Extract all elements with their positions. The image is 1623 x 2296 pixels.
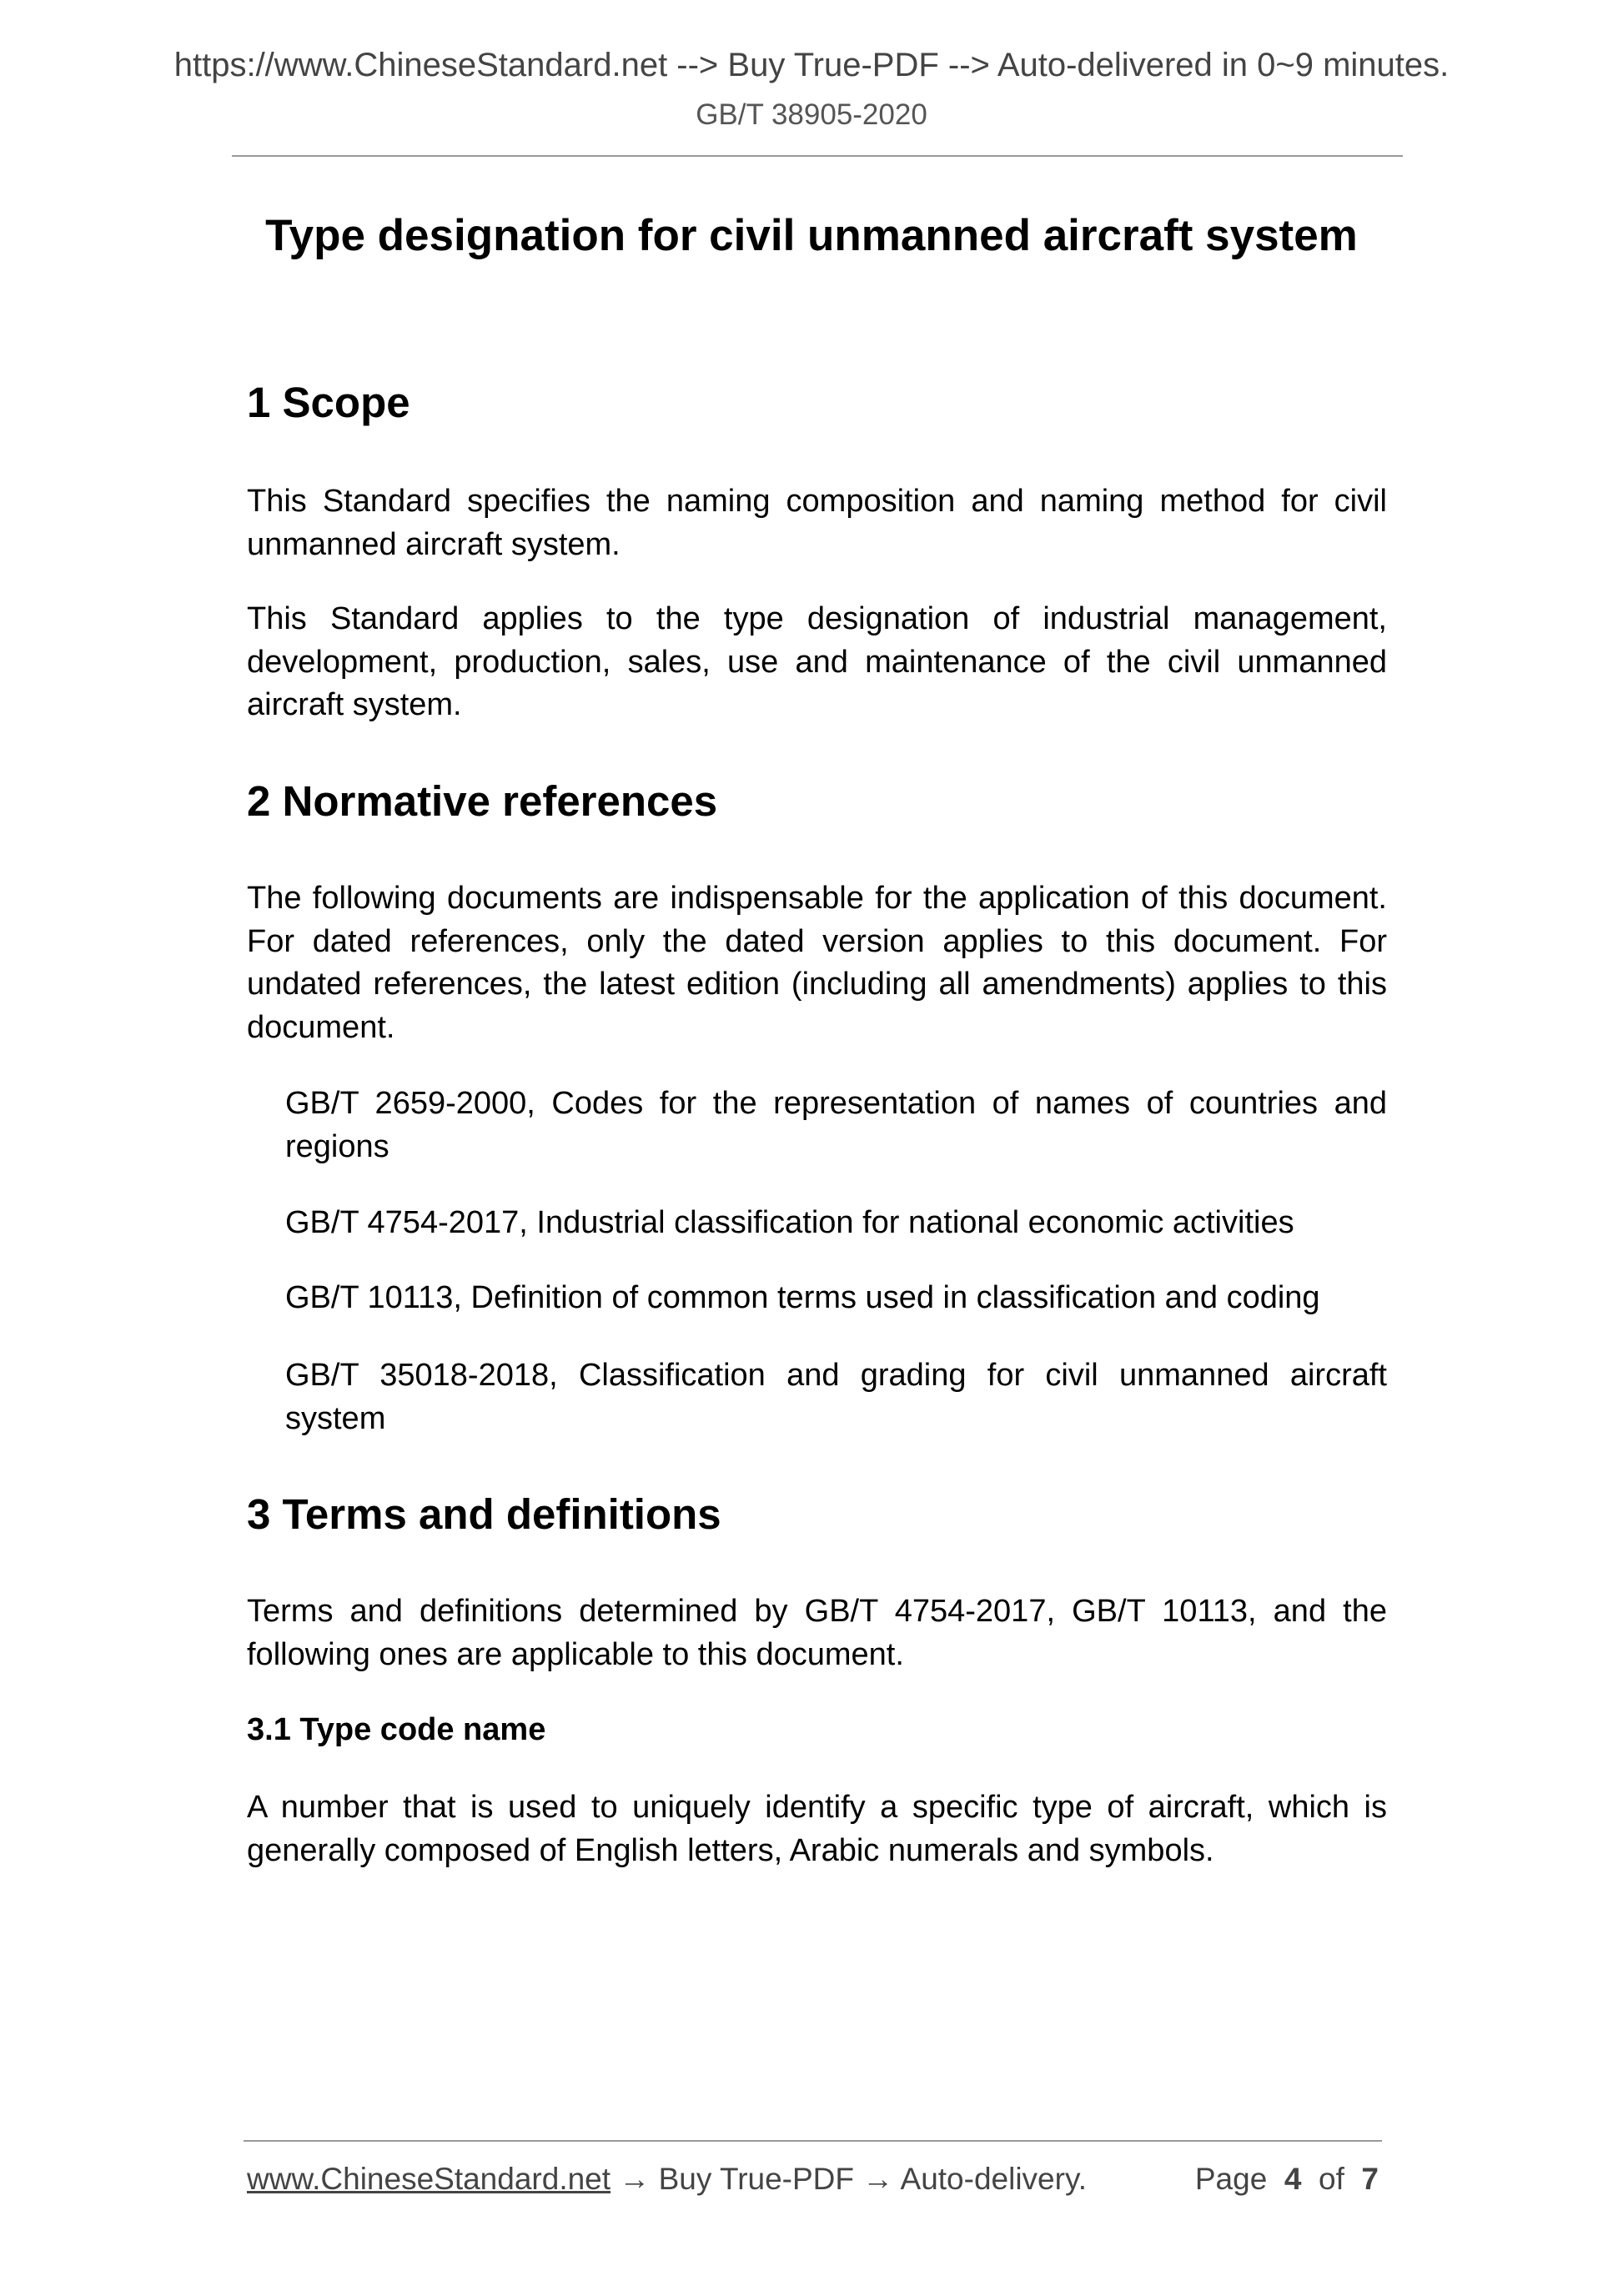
page-indicator xyxy=(1195,2162,1382,2197)
reference-item: GB/T 10113, Definition of common terms used in classification and coding xyxy=(285,1280,1320,1315)
reference-item: GB/T 35018-2018, Classification and grading for civil unmanned aircraft system xyxy=(285,1358,1387,1436)
footer-link[interactable]: www.ChineseStandard.net xyxy=(247,2162,611,2196)
paragraph: The following documents are indispensable for the application of this document. For dated references, only the dated version applies to this document. For undated references, the latest edition (including all amendments) applies to this document. xyxy=(247,881,1387,1045)
footer xyxy=(247,2162,1382,2197)
subsection-heading: 3.1 Type code name xyxy=(247,1712,546,1747)
page-total: 7 xyxy=(1361,2162,1379,2196)
document-title: Type designation for civil unmanned aircraft system xyxy=(265,211,1358,260)
paragraph: This Standard specifies the naming composition and naming method for civil unmanned aircraft system. xyxy=(247,484,1387,562)
header-divider xyxy=(232,155,1403,157)
paragraph: A number that is used to uniquely identify a specific type of aircraft, which is generally composed of English letters, Arabic numerals and symbols. xyxy=(247,1790,1387,1868)
reference-item: GB/T 4754-2017, Industrial classification for national economic activities xyxy=(285,1205,1294,1240)
header-banner: https://www.ChineseStandard.net --> Buy True-PDF --> Auto-delivered in 0~9 minutes. xyxy=(173,47,1450,83)
reference-item: GB/T 2659-2000, Codes for the representation of names of countries and regions xyxy=(285,1086,1387,1164)
footer-divider xyxy=(244,2140,1382,2142)
standard-number: GB/T 38905-2020 xyxy=(696,98,927,131)
paragraph: Terms and definitions determined by GB/T 4754-2017, GB/T 10113, and the following ones are applicable to this document. xyxy=(247,1594,1387,1672)
page-label: Page xyxy=(1194,2162,1268,2196)
footer-promo xyxy=(247,2162,1087,2197)
page-of: of xyxy=(1319,2162,1344,2196)
section-heading-normative: 2 Normative references xyxy=(247,777,718,825)
page-current: 4 xyxy=(1284,2162,1302,2196)
section-heading-terms: 3 Terms and definitions xyxy=(247,1490,721,1538)
section-heading-scope: 1 Scope xyxy=(247,379,410,426)
paragraph: This Standard applies to the type designation of industrial management, development, production, sales, use and maintenance of the civil unmanned aircraft system. xyxy=(247,601,1387,722)
footer-tagline: → Buy True-PDF → Auto-delivery. xyxy=(611,2162,1087,2196)
